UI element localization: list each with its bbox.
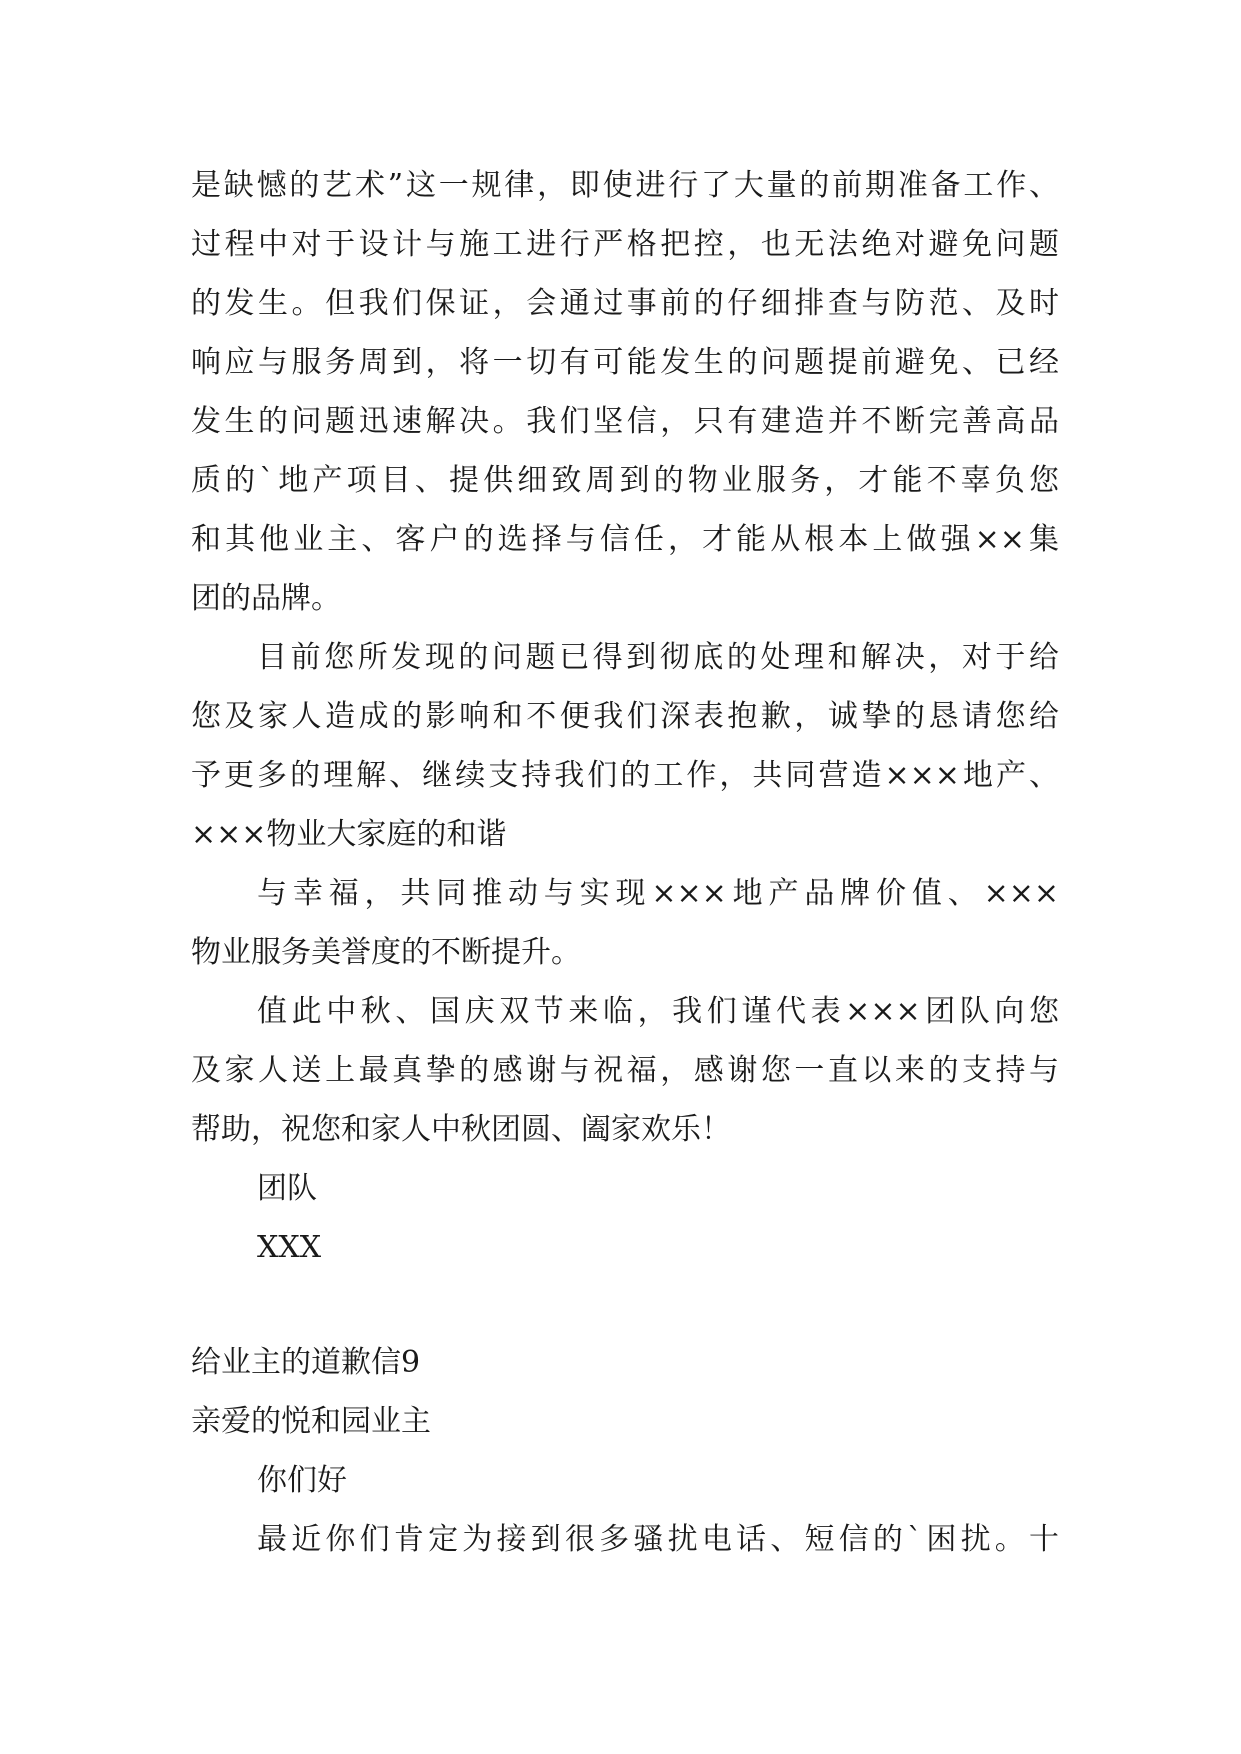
signature-name: XXX	[257, 1230, 322, 1265]
letter-salutation: 亲爱的悦和园业主	[191, 1404, 431, 1439]
paragraph-line: 值此中秋、国庆双节来临，我们谨代表×××团队向您	[257, 994, 1059, 1029]
paragraph-line: 您及家人造成的影响和不便我们深表抱歉，诚挚的恳请您给	[191, 699, 1059, 734]
paragraph-line: 响应与服务周到，将一切有可能发生的问题提前避免、已经	[191, 345, 1059, 380]
paragraph-line: 是缺憾的艺术”这一规律，即使进行了大量的前期准备工作、	[191, 168, 1059, 203]
paragraph-line: 发生的问题迅速解决。我们坚信，只有建造并不断完善高品	[191, 404, 1059, 439]
paragraph-line: 的发生。但我们保证，会通过事前的仔细排查与防范、及时	[191, 286, 1059, 321]
letter-title: 给业主的道歉信9	[191, 1345, 421, 1380]
paragraph-line: 予更多的理解、继续支持我们的工作，共同营造×××地产、	[191, 758, 1059, 793]
paragraph-line: 质的`地产项目、提供细致周到的物业服务，才能不辜负您	[191, 463, 1059, 498]
section-gap	[191, 1277, 1059, 1333]
paragraph-line: 帮助，祝您和家人中秋团圆、阖家欢乐！	[191, 1112, 731, 1147]
paragraph-line: 物业服务美誉度的不断提升。	[191, 935, 581, 970]
letter-greeting: 你们好	[257, 1463, 347, 1498]
paragraph-line: 团的品牌。	[191, 581, 341, 616]
paragraph-line: 目前您所发现的问题已得到彻底的处理和解决，对于给	[257, 640, 1059, 675]
paragraph-line: 最近你们肯定为接到很多骚扰电话、短信的`困扰。十	[257, 1522, 1059, 1557]
paragraph-line: 与幸福，共同推动与实现×××地产品牌价值、×××	[257, 876, 1059, 911]
letter-body	[191, 156, 1059, 1569]
paragraph-line: 和其他业主、客户的选择与信任，才能从根本上做强××集	[191, 522, 1059, 557]
signature-team: 团队	[257, 1171, 317, 1206]
paragraph-line: ×××物业大家庭的和谐	[191, 817, 507, 852]
paragraph-line: 过程中对于设计与施工进行严格把控，也无法绝对避免问题	[191, 227, 1059, 262]
paragraph-line: 及家人送上最真挚的感谢与祝福，感谢您一直以来的支持与	[191, 1053, 1059, 1088]
